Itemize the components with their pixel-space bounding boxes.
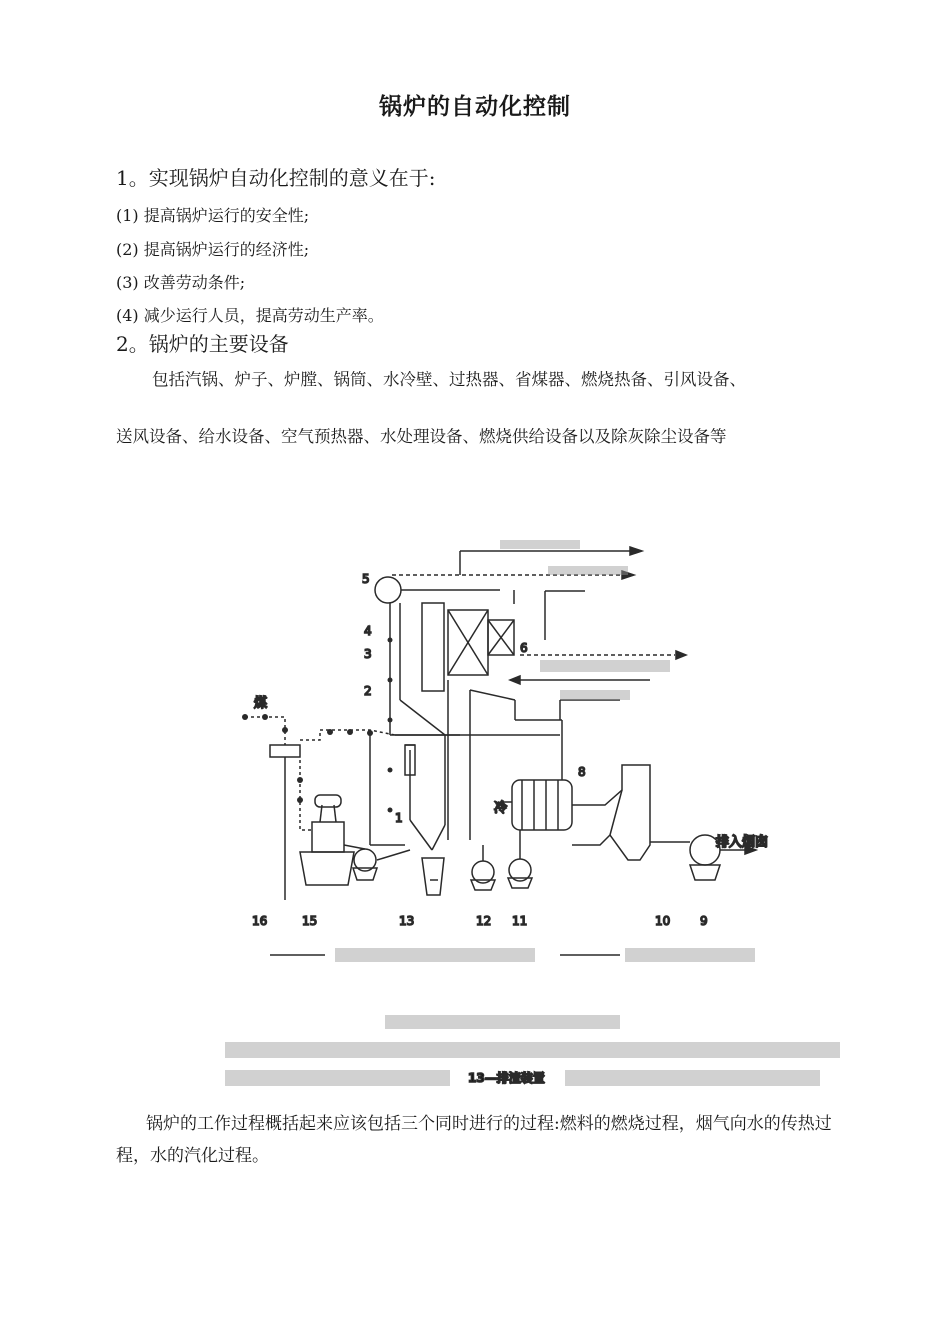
section1-item-4: (4) 减少运行人员，提高劳动生产率。 [116,306,384,325]
section1-item-1: (1) 提高锅炉运行的安全性; [116,206,310,225]
label-5: 5 [362,572,370,586]
label-4: 4 [364,624,372,638]
section1-heading: 1。实现锅炉自动化控制的意义在于: [116,166,436,190]
label-1: 1 [395,811,403,825]
label-13: 13 [399,914,415,928]
section2-heading: 2。锅炉的主要设备 [116,332,289,356]
label-15: 15 [302,914,318,928]
label-10: 10 [655,914,671,928]
label-6: 6 [520,641,528,655]
section2-paragraph-1: 包括汽锅、炉子、炉膛、锅筒、水冷壁、过热器、省煤器、燃烧热备、引风设备、 [152,370,746,389]
section1-item-3: (3) 改善劳动条件; [116,273,246,292]
section1-item-2: (2) 提高锅炉运行的经济性; [116,240,310,259]
coal-label: 煤 [254,696,268,711]
label-12: 12 [476,914,492,928]
slag-caption: 13—排渣装置 [468,1071,545,1085]
drum-shape [375,577,401,603]
label-16: 16 [252,914,268,928]
cold-air-label: 冷 [494,801,508,816]
label-8: 8 [578,765,586,779]
section2-paragraph-2: 送风设备、给水设备、空气预热器、水处理设备、燃烧供给设备以及除灰除尘设备等 [116,427,727,446]
closing-paragraph: 锅炉的工作过程概括起来应该包括三个同时进行的过程:燃料的燃烧过程，烟气向水的传热过程，水的汽化过程。 [116,1114,832,1166]
exhaust-label: 排入烟囱 [716,835,769,850]
boiler-diagram [225,520,845,1100]
label-11: 11 [512,914,528,928]
label-9: 9 [700,914,708,928]
label-3: 3 [364,647,372,661]
page-title: 锅炉的自动化控制 [379,93,571,120]
label-2: 2 [364,684,372,698]
